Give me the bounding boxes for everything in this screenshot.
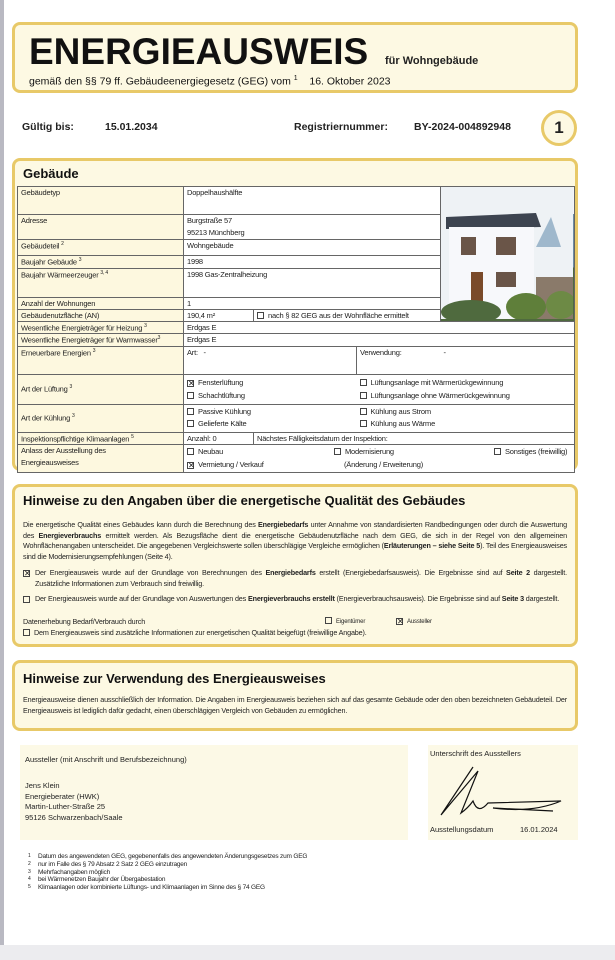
- quality-notes-section: [12, 484, 578, 647]
- checkbox-icon[interactable]: [187, 408, 194, 415]
- area-check-label: nach § 82 GEG aus der Wohnfläche ermittelt: [268, 310, 409, 320]
- issue-date-label: Ausstellungsdatum: [430, 825, 494, 834]
- label-cooling: [18, 404, 184, 432]
- fn-text: Klimaanlagen oder kombinierte Lüftungs- und Klimaanlagen im Sinne des § 74 GEG: [38, 884, 265, 892]
- checkbox-icon[interactable]: [334, 448, 341, 455]
- reason-label2: Energieausweises: [21, 458, 79, 467]
- owner-option: Eigentümer: [336, 619, 366, 625]
- value-heating: Erdgas E: [184, 321, 575, 334]
- additional-info-option: [23, 628, 567, 639]
- footnote: [28, 884, 307, 892]
- consumption-option: [23, 594, 567, 605]
- label-inspection: [18, 432, 184, 445]
- fn-num: 2: [28, 860, 31, 867]
- cooling-right: [357, 404, 575, 432]
- data-collection-row: [23, 617, 567, 628]
- checkbox-checked-icon[interactable]: [187, 380, 194, 387]
- additional-info-label: Dem Energieausweis sind zusätzliche Informationen zur energetischen Qualität beigefügt (freiwillige Angabe).: [34, 628, 367, 637]
- reason-opt3b: (Änderung / Erweiterung): [344, 460, 423, 469]
- inspection-next: Nächstes Fälligkeitsdatum der Inspektion:: [254, 432, 575, 445]
- t: Energiebedarfs: [258, 520, 309, 529]
- issuer-address: [25, 781, 123, 823]
- issuer-option: Aussteller: [407, 619, 432, 625]
- valid-value: 15.01.2034: [105, 121, 158, 133]
- label-hot-water: [18, 334, 184, 347]
- quality-notes-title: Hinweise zu den Angaben über die energetische Qualität des Gebäudes: [23, 493, 466, 508]
- signature-image: [433, 763, 563, 823]
- reason-opt2: Vermietung / Verkauf: [198, 460, 264, 469]
- t: Seite 3: [501, 594, 524, 603]
- year-sup: 3: [78, 257, 82, 263]
- label-heating: [18, 321, 184, 334]
- fn-num: 4: [28, 876, 31, 883]
- law-text: gemäß den §§ 79 ff. Gebäudeenergiegesetz (GEG) vom: [29, 75, 291, 88]
- signature-box: [428, 745, 578, 840]
- checkbox-icon[interactable]: [360, 420, 367, 427]
- fn-num: 1: [28, 853, 31, 859]
- ventilation-opt2: Schachtlüftung: [198, 390, 245, 400]
- building-table: [17, 186, 575, 473]
- renewable-sup: 3: [92, 347, 96, 354]
- hot-water-label: Wesentliche Energieträger für Warmwasser: [21, 335, 158, 345]
- building-title: Gebäude: [23, 166, 79, 181]
- reason-opt1: Neubau: [198, 447, 224, 456]
- issuer-street: Martin-Luther-Straße 25: [25, 802, 106, 811]
- t: dargestellt. Zusätzliche Informationen zum Verbrauch sind freiwillig.: [35, 568, 567, 588]
- cooling-label: Art der Kühlung: [21, 413, 71, 423]
- checkbox-icon[interactable]: [325, 617, 332, 624]
- t: erstellt (Energiebedarfsausweis). Die Ergebnisse sind auf: [315, 568, 507, 577]
- hot-water-sup: 3: [157, 335, 161, 341]
- checkbox-icon[interactable]: [360, 408, 367, 415]
- issuer-box: [20, 745, 408, 840]
- reason-opt4: Sonstiges (freiwillig): [505, 447, 568, 456]
- issuer-role: Energieberater (HWK): [25, 791, 100, 801]
- label-reason: [18, 445, 184, 473]
- label-part: [18, 240, 184, 256]
- footnote: [28, 853, 307, 861]
- issuer-name: Jens Klein: [25, 781, 60, 790]
- t: Energieverbrauchs: [38, 530, 102, 540]
- law-date: 16. Oktober 2023: [309, 75, 391, 88]
- document-title: ENERGIEAUSWEIS: [29, 31, 369, 72]
- building-section: [12, 158, 578, 471]
- value-heater-year: 1998 Gas-Zentralheizung: [184, 268, 441, 297]
- law-line: [29, 75, 391, 88]
- ventilation-right: [357, 374, 575, 404]
- page-number: 1: [541, 110, 577, 146]
- checkbox-icon[interactable]: [187, 392, 194, 399]
- fn-num: 5: [28, 884, 31, 891]
- year-label: Baujahr Gebäude: [21, 257, 77, 267]
- value-part: Wohngebäude: [184, 240, 441, 256]
- cooling-opt2: Gelieferte Kälte: [198, 418, 247, 428]
- header-box: [12, 22, 578, 93]
- cooling-opt3: Kühlung aus Strom: [370, 406, 431, 416]
- label-type: Gebäudetyp: [18, 187, 184, 215]
- footnotes: [28, 853, 307, 892]
- document-subtitle: für Wohngebäude: [385, 55, 479, 67]
- reason-label1: Anlass der Ausstellung des: [21, 446, 106, 455]
- inspection-sup: 5: [131, 433, 134, 440]
- t: Energieverbrauchs erstellt: [247, 594, 335, 603]
- fn-text: nur im Falle des § 79 Absatz 2 Satz 2 GEG einzutragen: [38, 860, 188, 868]
- checkbox-icon[interactable]: [360, 379, 367, 386]
- reason-options: [184, 445, 575, 473]
- checkbox-icon[interactable]: [187, 448, 194, 455]
- issue-date: 16.01.2024: [520, 825, 558, 834]
- value-hot-water: Erdgas E: [184, 334, 575, 347]
- checkbox-icon[interactable]: [494, 448, 501, 455]
- issuer-label: Aussteller (mit Anschrift und Berufsbezeichnung): [25, 755, 187, 764]
- checkbox-icon[interactable]: [23, 629, 30, 636]
- art-label: Art:: [187, 347, 198, 357]
- page-edge: [0, 0, 4, 945]
- t: ermittelt werden. Als Bezugsfläche dient die energetische Gebäudenutzfläche nach dem GEG, die sich in der Regel von den allgemeinen Wohnflächenangaben unterscheidet. Die angegebenen Vergleichswerte sollen überschlägige Vergleiche ermöglichen (: [23, 530, 567, 550]
- t: ). Teil des Energieausweises sind die Modernisierungsempfehlungen (Seite 4).: [23, 541, 567, 561]
- reg-value: BY-2024-004892948: [414, 121, 511, 133]
- t: dargestellt.: [523, 594, 560, 603]
- checkbox-icon[interactable]: [23, 596, 30, 603]
- label-ventilation: [18, 374, 184, 404]
- use-value: -: [443, 347, 446, 357]
- inspection-count: Anzahl: 0: [184, 432, 254, 445]
- ventilation-left: [184, 374, 357, 404]
- law-sup: 1: [293, 75, 298, 82]
- value-area: 190,4 m²: [184, 309, 254, 321]
- checkbox-checked-icon[interactable]: [187, 462, 194, 469]
- fn-num: 3: [28, 868, 31, 875]
- t: Der Energieausweis wurde auf der Grundlage von Berechnungen des: [35, 568, 266, 577]
- valid-label: Gültig bis:: [22, 121, 74, 133]
- t: Erläuterungen – siehe Seite 5: [383, 541, 481, 550]
- renewable-art: [184, 346, 357, 374]
- value-year: 1998: [184, 256, 441, 269]
- ventilation-sup: 3: [69, 384, 73, 391]
- issuer-city: 95126 Schwarzenbach/Saale: [25, 812, 123, 822]
- art-value: -: [203, 347, 206, 357]
- t: Energiebedarfs: [265, 568, 316, 577]
- demand-option: [23, 568, 567, 589]
- cooling-opt1: Passive Kühlung: [198, 406, 251, 416]
- footnote: [28, 876, 307, 884]
- address-line2: 95213 Münchberg: [187, 228, 245, 237]
- reg-label: Registriernummer:: [294, 121, 388, 133]
- inspection-label: Inspektionspflichtige Klimaanlagen: [21, 434, 130, 443]
- ventilation-opt4: Lüftungsanlage ohne Wärmerückgewinnung: [370, 390, 510, 400]
- t: unter Annahme von standardisierten Randbedingungen oder durch die Auswertung des: [23, 520, 567, 540]
- value-address: [184, 215, 441, 240]
- building-photo: [441, 187, 575, 322]
- heater-year-sup: 3, 4: [100, 269, 108, 276]
- checkbox-icon[interactable]: [360, 392, 367, 399]
- label-area: Gebäudenutzfläche (AN): [18, 309, 184, 321]
- fn-text: Mehrfachangaben möglich: [38, 868, 111, 876]
- checkbox-icon[interactable]: [187, 420, 194, 427]
- label-address: Adresse: [18, 215, 184, 240]
- renewable-use: [357, 346, 575, 374]
- checkbox-checked-icon[interactable]: [23, 570, 30, 577]
- heating-label: Wesentliche Energieträger für Heizung: [21, 323, 143, 332]
- cooling-left: [184, 404, 357, 432]
- t: Seite 2: [506, 568, 530, 577]
- area-check: [254, 309, 441, 321]
- t: (Energieverbrauchsausweis). Die Ergebnisse sind auf: [334, 594, 502, 603]
- checkbox-icon[interactable]: [257, 312, 264, 319]
- heating-sup: 3: [144, 322, 147, 329]
- page-bottom: [0, 945, 615, 960]
- fn-text: bei Wärmenetzen Baujahr der Übergabestation: [38, 876, 166, 884]
- house-image: [441, 187, 574, 321]
- t: Die energetische Qualität eines Gebäudes kann durch die Berechnung des: [23, 520, 258, 529]
- quality-notes-text: [23, 520, 567, 562]
- cooling-sup: 3: [72, 413, 75, 420]
- data-collection-label: Datenerhebung Bedarf/Verbrauch durch: [23, 617, 146, 626]
- part-label: Gebäudeteil: [21, 241, 60, 251]
- usage-notes-section: [12, 660, 578, 731]
- house-illustration: [441, 187, 573, 319]
- heater-year-label: Baujahr Wärmeerzeuger: [21, 270, 99, 279]
- label-heater-year: [18, 268, 184, 297]
- use-label: Verwendung:: [360, 347, 402, 357]
- address-line1: Burgstraße 57: [187, 216, 232, 225]
- part-sup: 2: [61, 241, 64, 247]
- cooling-opt4: Kühlung aus Wärme: [370, 418, 436, 428]
- value-units: 1: [184, 297, 441, 309]
- ventilation-opt3: Lüftungsanlage mit Wärmerückgewinnung: [370, 377, 504, 387]
- value-type: Doppelhaushälfte: [184, 187, 441, 215]
- ventilation-opt1: Fensterlüftung: [198, 377, 244, 387]
- usage-notes-text: Energieausweise dienen ausschließlich der Information. Die Angaben im Energieausweis beziehen sich auf das gesamte Gebäude oder den oben bezeichneten Gebäudeteil. Der Energieausweis ist lediglich dafür gedacht, einen überschlägigen Vergleich von Gebäuden zu ermöglichen.: [23, 695, 567, 715]
- signature-label: Unterschrift des Ausstellers: [430, 749, 521, 758]
- label-renewable: [18, 346, 184, 374]
- usage-notes-title: Hinweise zur Verwendung des Energieausweises: [23, 671, 326, 686]
- ventilation-label: Art der Lüftung: [21, 384, 68, 394]
- t: Der Energieausweis wurde auf der Grundlage von Auswertungen des: [35, 594, 248, 603]
- checkbox-checked-icon[interactable]: [396, 618, 403, 625]
- reason-opt3: Modernisierung: [345, 447, 394, 456]
- label-units: Anzahl der Wohnungen: [18, 297, 184, 309]
- fn-text: Datum des angewendeten GEG, gegebenenfalls des angewendeten Änderungsgesetzes zum GEG: [38, 853, 308, 860]
- footnote: [28, 861, 307, 869]
- label-year: [18, 256, 184, 269]
- renewable-label: Erneuerbare Energien: [21, 348, 91, 357]
